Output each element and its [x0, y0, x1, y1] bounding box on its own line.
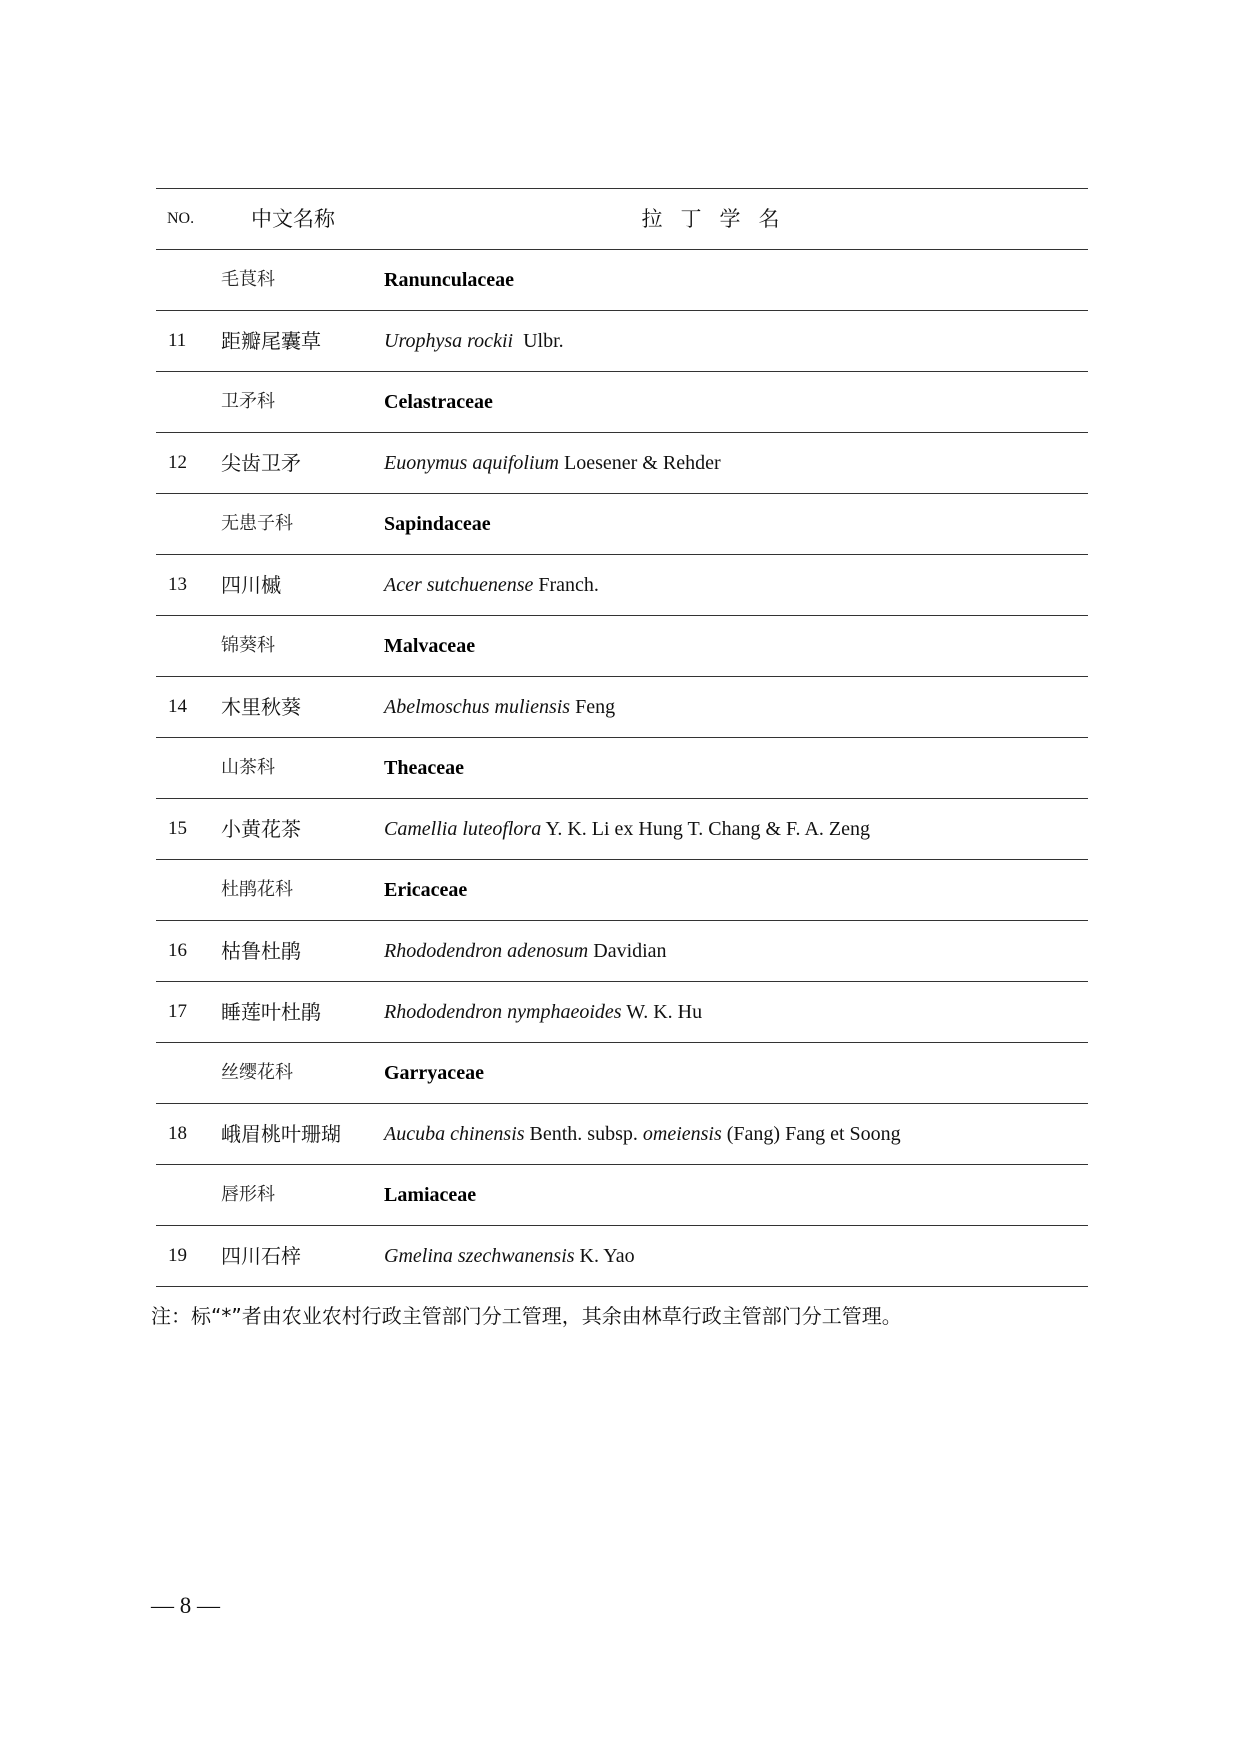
- latin-binomial: Euonymus aquifolium: [384, 452, 559, 474]
- family-chinese-name: 锦葵科: [221, 635, 275, 656]
- species-latin-name: [384, 433, 1084, 493]
- species-latin-name: [384, 555, 1084, 615]
- family-latin-name: [384, 860, 1084, 920]
- row-number: 12: [168, 452, 187, 473]
- row-number: [168, 494, 218, 554]
- latin-authority: (Fang) Fang et Soong: [721, 1123, 901, 1145]
- species-row: [156, 799, 1088, 860]
- row-number: [168, 250, 218, 310]
- latin-authority: Y. K. Li ex Hung T. Chang & F. A. Zeng: [541, 818, 870, 840]
- latin-binomial: Camellia luteoflora: [384, 818, 542, 840]
- family-row: [156, 250, 1088, 311]
- row-number: 14: [168, 696, 187, 717]
- family-chinese-name: 山茶科: [221, 757, 275, 778]
- latin-binomial: Urophysa rockii: [384, 330, 514, 352]
- latin-authority: Davidian: [588, 940, 667, 962]
- latin-binomial: Rhododendron adenosum: [384, 940, 589, 962]
- family-latin-name: [384, 616, 1084, 676]
- family-row: [156, 372, 1088, 433]
- species-row: [156, 1226, 1088, 1287]
- species-chinese-name: 木里秋葵: [221, 695, 301, 719]
- species-latin-name: [384, 799, 1084, 859]
- family-chinese-name: 唇形科: [221, 1184, 275, 1205]
- latin-binomial: Rhododendron nymphaeoides: [384, 1001, 622, 1023]
- family-latin-name: [384, 494, 1084, 554]
- species-latin-name: [384, 982, 1084, 1042]
- footnote: 注：标“*”者由农业农村行政主管部门分工管理，其余由林草行政主管部门分工管理。: [151, 1304, 902, 1328]
- table-body: [156, 250, 1088, 1287]
- family-chinese-name: 杜鹃花科: [221, 879, 293, 900]
- row-number: [168, 738, 218, 798]
- latin-binomial: Abelmoschus muliensis: [384, 696, 571, 718]
- latin-authority: Ericaceae: [384, 879, 468, 901]
- family-latin-name: [384, 250, 1084, 310]
- species-row: [156, 433, 1088, 494]
- species-row: [156, 677, 1088, 738]
- row-number: [168, 860, 218, 920]
- species-chinese-name: 峨眉桃叶珊瑚: [221, 1122, 341, 1146]
- species-chinese-name: 四川石梓: [221, 1244, 301, 1268]
- species-chinese-name: 枯鲁杜鹃: [221, 939, 301, 963]
- row-number: [168, 1165, 218, 1225]
- family-latin-name: [384, 738, 1084, 798]
- row-number: 11: [168, 330, 187, 351]
- family-chinese-name: 丝缨花科: [221, 1062, 293, 1083]
- row-number: 16: [168, 940, 187, 961]
- latin-authority: Benth. subsp.: [524, 1123, 643, 1145]
- latin-authority: K. Yao: [574, 1245, 635, 1267]
- species-row: [156, 1104, 1088, 1165]
- plant-list-table: [156, 188, 1088, 1287]
- family-row: [156, 494, 1088, 555]
- latin-authority: Sapindaceae: [384, 513, 491, 535]
- latin-binomial: omeiensis: [642, 1123, 722, 1145]
- latin-authority: Franch.: [533, 574, 599, 596]
- family-row: [156, 1165, 1088, 1226]
- family-row: [156, 860, 1088, 921]
- species-chinese-name: 距瓣尾囊草: [221, 329, 321, 353]
- species-chinese-name: 小黄花茶: [221, 817, 301, 841]
- latin-binomial: Acer sutchuenense: [384, 574, 534, 596]
- species-chinese-name: 四川槭: [221, 573, 281, 597]
- table-header-row: [156, 189, 1088, 250]
- family-latin-name: [384, 1043, 1084, 1103]
- header-chinese-name: 中文名称: [251, 207, 335, 231]
- species-row: [156, 555, 1088, 616]
- latin-authority: Garryaceae: [384, 1062, 484, 1084]
- family-row: [156, 738, 1088, 799]
- species-latin-name: [384, 311, 1084, 371]
- latin-binomial: Gmelina szechwanensis: [384, 1245, 575, 1267]
- header-no: NO.: [167, 210, 195, 227]
- species-chinese-name: 尖齿卫矛: [221, 451, 301, 475]
- latin-binomial: Aucuba chinensis: [384, 1123, 525, 1145]
- latin-authority: Malvaceae: [384, 635, 476, 657]
- family-latin-name: [384, 1165, 1084, 1225]
- row-number: [168, 1043, 218, 1103]
- latin-authority: Celastraceae: [384, 391, 493, 413]
- page-number: — 8 —: [151, 1593, 220, 1618]
- latin-authority: Loesener & Rehder: [559, 452, 721, 474]
- species-row: [156, 921, 1088, 982]
- latin-authority: Ranunculaceae: [384, 269, 514, 291]
- latin-authority: Feng: [570, 696, 616, 718]
- row-number: 17: [168, 1001, 187, 1022]
- row-number: 18: [168, 1123, 187, 1144]
- family-row: [156, 1043, 1088, 1104]
- row-number: 19: [168, 1245, 187, 1266]
- species-row: [156, 311, 1088, 372]
- latin-authority: Lamiaceae: [384, 1184, 477, 1206]
- row-number: [168, 372, 218, 432]
- family-chinese-name: 无患子科: [221, 513, 293, 534]
- species-latin-name: [384, 1226, 1084, 1286]
- family-chinese-name: 毛茛科: [221, 269, 275, 290]
- row-number: 13: [168, 574, 187, 595]
- species-latin-name: [384, 1104, 1084, 1164]
- latin-authority: Theaceae: [384, 757, 464, 779]
- family-row: [156, 616, 1088, 677]
- row-number: [168, 616, 218, 676]
- species-chinese-name: 睡莲叶杜鹃: [221, 1000, 321, 1024]
- species-row: [156, 982, 1088, 1043]
- latin-authority: W. K. Hu: [621, 1001, 703, 1023]
- species-latin-name: [384, 921, 1084, 981]
- family-chinese-name: 卫矛科: [221, 391, 275, 412]
- row-number: 15: [168, 818, 187, 839]
- family-latin-name: [384, 372, 1084, 432]
- latin-authority: Ulbr.: [513, 330, 564, 352]
- header-latin-name: 拉丁学名: [641, 207, 798, 231]
- species-latin-name: [384, 677, 1084, 737]
